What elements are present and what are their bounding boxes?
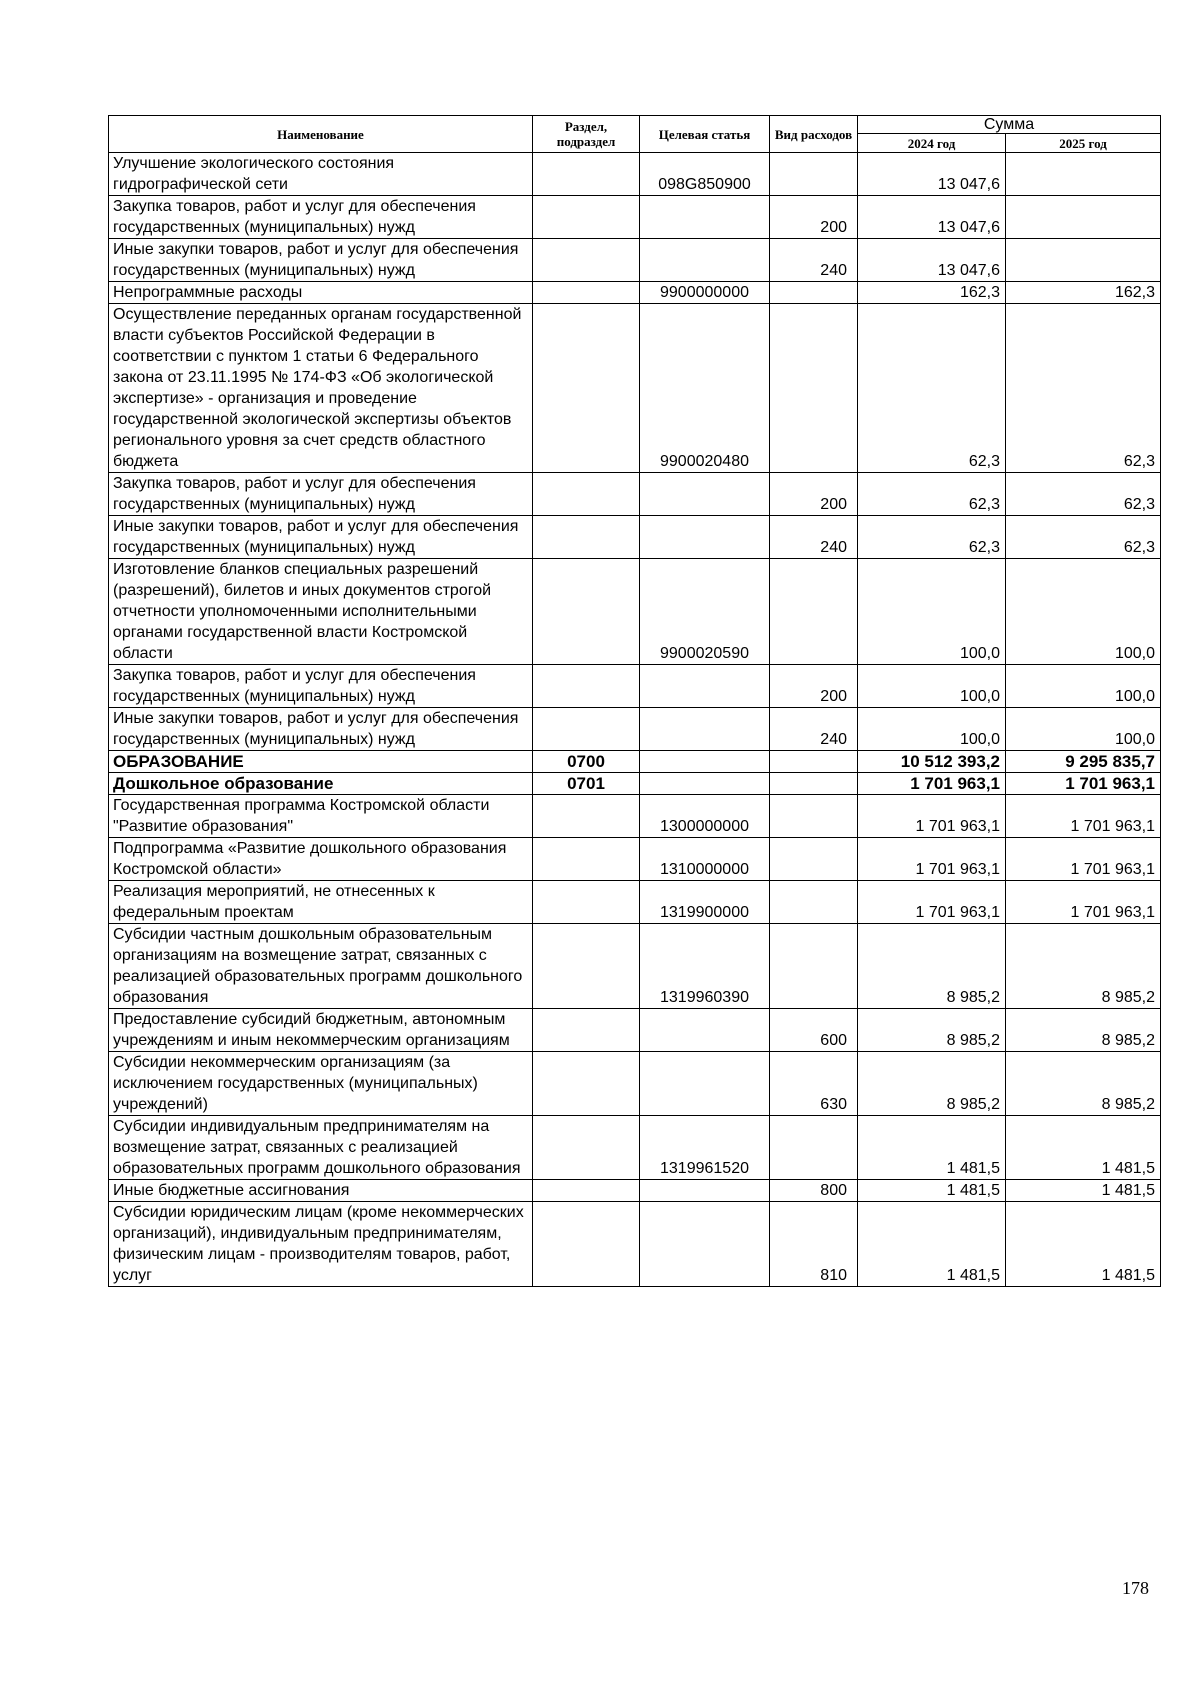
header-summa: Сумма — [858, 116, 1161, 134]
cell-sum-2024: 1 701 963,1 — [858, 881, 1006, 924]
cell-sum-2025: 1 481,5 — [1006, 1202, 1161, 1287]
cell-name: Иные закупки товаров, работ и услуг для обеспечения государственных (муниципальных) нужд — [109, 516, 533, 559]
cell-statya — [640, 473, 770, 516]
cell-sum-2024: 13 047,6 — [858, 239, 1006, 282]
cell-name: Субсидии частным дошкольным образовательным организациям на возмещение затрат, связанных с реализацией образовательных программ дошкольного образования — [109, 924, 533, 1009]
cell-vid: 800 — [770, 1180, 858, 1202]
cell-razdel — [533, 1180, 640, 1202]
cell-vid — [770, 838, 858, 881]
cell-sum-2025: 1 701 963,1 — [1006, 795, 1161, 838]
cell-name: Изготовление бланков специальных разрешений (разрешений), билетов и иных документов строгой отчетности уполномоченными исполнительными органами государственной власти Костромской области — [109, 559, 533, 665]
cell-sum-2024: 13 047,6 — [858, 196, 1006, 239]
cell-statya — [640, 1009, 770, 1052]
cell-razdel — [533, 1009, 640, 1052]
cell-sum-2025: 62,3 — [1006, 304, 1161, 473]
cell-name: Предоставление субсидий бюджетным, автономным учреждениям и иным некоммерческим организациям — [109, 1009, 533, 1052]
cell-sum-2024: 8 985,2 — [858, 1009, 1006, 1052]
table-row — [109, 1052, 1161, 1116]
cell-razdel — [533, 881, 640, 924]
table-row — [109, 153, 1161, 196]
table-row — [109, 473, 1161, 516]
cell-name: Закупка товаров, работ и услуг для обеспечения государственных (муниципальных) нужд — [109, 473, 533, 516]
cell-vid — [770, 924, 858, 1009]
cell-sum-2025 — [1006, 153, 1161, 196]
table-row — [109, 751, 1161, 773]
cell-sum-2024: 1 481,5 — [858, 1116, 1006, 1180]
cell-vid: 240 — [770, 516, 858, 559]
cell-statya — [640, 1202, 770, 1287]
table-row — [109, 924, 1161, 1009]
cell-sum-2025: 8 985,2 — [1006, 1052, 1161, 1116]
cell-statya — [640, 751, 770, 773]
cell-sum-2025: 1 701 963,1 — [1006, 838, 1161, 881]
budget-table — [108, 115, 1161, 1287]
cell-statya: 098G850900 — [640, 153, 770, 196]
cell-name: Закупка товаров, работ и услуг для обеспечения государственных (муниципальных) нужд — [109, 196, 533, 239]
cell-name: Закупка товаров, работ и услуг для обеспечения государственных (муниципальных) нужд — [109, 665, 533, 708]
table-row — [109, 773, 1161, 795]
cell-vid — [770, 153, 858, 196]
cell-vid — [770, 282, 858, 304]
cell-name: ОБРАЗОВАНИЕ — [109, 751, 533, 773]
cell-name: Осуществление переданных органам государственной власти субъектов Российской Федерации в соответствии с пунктом 1 статьи 6 Федерального закона от 23.11.1995 № 174-ФЗ «Об экологической экспертизе» - организация и проведение государственной экологической экспертизы объектов регионального уровня за счет средств областного бюджета — [109, 304, 533, 473]
cell-sum-2024: 1 701 963,1 — [858, 838, 1006, 881]
cell-sum-2025: 1 701 963,1 — [1006, 773, 1161, 795]
cell-sum-2024: 13 047,6 — [858, 153, 1006, 196]
cell-sum-2024: 1 481,5 — [858, 1202, 1006, 1287]
cell-razdel: 0700 — [533, 751, 640, 773]
table-row — [109, 708, 1161, 751]
header-2024: 2024 год — [858, 134, 1006, 153]
cell-name: Дошкольное образование — [109, 773, 533, 795]
cell-vid — [770, 304, 858, 473]
cell-vid: 240 — [770, 708, 858, 751]
cell-statya — [640, 239, 770, 282]
cell-statya — [640, 1180, 770, 1202]
cell-sum-2024: 162,3 — [858, 282, 1006, 304]
cell-statya: 9900020590 — [640, 559, 770, 665]
cell-name: Непрограммные расходы — [109, 282, 533, 304]
header-statya: Целевая статья — [640, 116, 770, 153]
cell-razdel — [533, 708, 640, 751]
cell-sum-2025: 162,3 — [1006, 282, 1161, 304]
table-row — [109, 304, 1161, 473]
cell-vid: 600 — [770, 1009, 858, 1052]
table-row — [109, 239, 1161, 282]
cell-razdel — [533, 153, 640, 196]
table-row — [109, 282, 1161, 304]
cell-sum-2025 — [1006, 196, 1161, 239]
cell-vid: 810 — [770, 1202, 858, 1287]
cell-sum-2024: 8 985,2 — [858, 924, 1006, 1009]
table-row — [109, 1116, 1161, 1180]
cell-statya: 1300000000 — [640, 795, 770, 838]
cell-sum-2025: 100,0 — [1006, 665, 1161, 708]
cell-statya — [640, 516, 770, 559]
cell-razdel — [533, 282, 640, 304]
cell-statya — [640, 773, 770, 795]
cell-statya — [640, 708, 770, 751]
cell-sum-2024: 100,0 — [858, 559, 1006, 665]
cell-vid — [770, 881, 858, 924]
header-2025: 2025 год — [1006, 134, 1161, 153]
cell-vid: 630 — [770, 1052, 858, 1116]
cell-vid: 200 — [770, 473, 858, 516]
table-row — [109, 516, 1161, 559]
cell-razdel — [533, 239, 640, 282]
table-row — [109, 1009, 1161, 1052]
table-row — [109, 196, 1161, 239]
cell-sum-2024: 10 512 393,2 — [858, 751, 1006, 773]
cell-vid: 200 — [770, 196, 858, 239]
cell-razdel — [533, 473, 640, 516]
cell-vid — [770, 559, 858, 665]
cell-razdel — [533, 665, 640, 708]
cell-razdel — [533, 559, 640, 665]
header-name: Наименование — [109, 116, 533, 153]
cell-name: Подпрограмма «Развитие дошкольного образования Костромской области» — [109, 838, 533, 881]
table-header — [109, 116, 1161, 153]
cell-sum-2024: 62,3 — [858, 516, 1006, 559]
cell-razdel — [533, 304, 640, 473]
cell-sum-2024: 62,3 — [858, 304, 1006, 473]
cell-statya — [640, 196, 770, 239]
table-row — [109, 795, 1161, 838]
cell-statya: 1319961520 — [640, 1116, 770, 1180]
cell-razdel — [533, 924, 640, 1009]
cell-sum-2025 — [1006, 239, 1161, 282]
cell-sum-2025: 8 985,2 — [1006, 924, 1161, 1009]
cell-statya — [640, 665, 770, 708]
cell-name: Субсидии некоммерческим организациям (за исключением государственных (муниципальных) учреждений) — [109, 1052, 533, 1116]
table-body — [109, 153, 1161, 1287]
cell-statya: 1319960390 — [640, 924, 770, 1009]
cell-vid — [770, 773, 858, 795]
cell-sum-2024: 100,0 — [858, 665, 1006, 708]
cell-sum-2024: 1 701 963,1 — [858, 795, 1006, 838]
cell-name: Улучшение экологического состояния гидрографической сети — [109, 153, 533, 196]
cell-name: Иные бюджетные ассигнования — [109, 1180, 533, 1202]
table-row — [109, 1202, 1161, 1287]
cell-name: Субсидии юридическим лицам (кроме некоммерческих организаций), индивидуальным предпринимателям, физическим лицам - производителям товаров, работ, услуг — [109, 1202, 533, 1287]
table-row — [109, 881, 1161, 924]
table-row — [109, 838, 1161, 881]
cell-sum-2025: 1 701 963,1 — [1006, 881, 1161, 924]
cell-sum-2024: 100,0 — [858, 708, 1006, 751]
cell-statya: 9900000000 — [640, 282, 770, 304]
cell-name: Реализация мероприятий, не отнесенных к федеральным проектам — [109, 881, 533, 924]
cell-statya — [640, 1052, 770, 1116]
cell-vid — [770, 1116, 858, 1180]
cell-razdel — [533, 516, 640, 559]
cell-sum-2024: 8 985,2 — [858, 1052, 1006, 1116]
table-row — [109, 559, 1161, 665]
cell-sum-2025: 8 985,2 — [1006, 1009, 1161, 1052]
cell-sum-2025: 9 295 835,7 — [1006, 751, 1161, 773]
cell-statya: 9900020480 — [640, 304, 770, 473]
cell-vid — [770, 795, 858, 838]
table-row — [109, 665, 1161, 708]
cell-vid: 200 — [770, 665, 858, 708]
cell-razdel — [533, 196, 640, 239]
cell-sum-2024: 1 481,5 — [858, 1180, 1006, 1202]
header-vid: Вид расходов — [770, 116, 858, 153]
cell-sum-2025: 1 481,5 — [1006, 1180, 1161, 1202]
cell-razdel: 0701 — [533, 773, 640, 795]
header-razdel: Раздел, подраздел — [533, 116, 640, 153]
cell-sum-2024: 62,3 — [858, 473, 1006, 516]
cell-vid: 240 — [770, 239, 858, 282]
cell-sum-2024: 1 701 963,1 — [858, 773, 1006, 795]
cell-sum-2025: 1 481,5 — [1006, 1116, 1161, 1180]
cell-statya: 1310000000 — [640, 838, 770, 881]
cell-statya: 1319900000 — [640, 881, 770, 924]
cell-name: Субсидии индивидуальным предпринимателям на возмещение затрат, связанных с реализацией образовательных программ дошкольного образования — [109, 1116, 533, 1180]
cell-sum-2025: 62,3 — [1006, 516, 1161, 559]
cell-sum-2025: 100,0 — [1006, 708, 1161, 751]
page-number: 178 — [1122, 1578, 1149, 1598]
cell-name: Иные закупки товаров, работ и услуг для обеспечения государственных (муниципальных) нужд — [109, 708, 533, 751]
cell-razdel — [533, 795, 640, 838]
cell-name: Государственная программа Костромской области "Развитие образования" — [109, 795, 533, 838]
cell-razdel — [533, 1202, 640, 1287]
cell-razdel — [533, 1116, 640, 1180]
cell-vid — [770, 751, 858, 773]
table-row — [109, 1180, 1161, 1202]
cell-razdel — [533, 1052, 640, 1116]
cell-sum-2025: 62,3 — [1006, 473, 1161, 516]
cell-sum-2025: 100,0 — [1006, 559, 1161, 665]
cell-razdel — [533, 838, 640, 881]
cell-name: Иные закупки товаров, работ и услуг для обеспечения государственных (муниципальных) нужд — [109, 239, 533, 282]
